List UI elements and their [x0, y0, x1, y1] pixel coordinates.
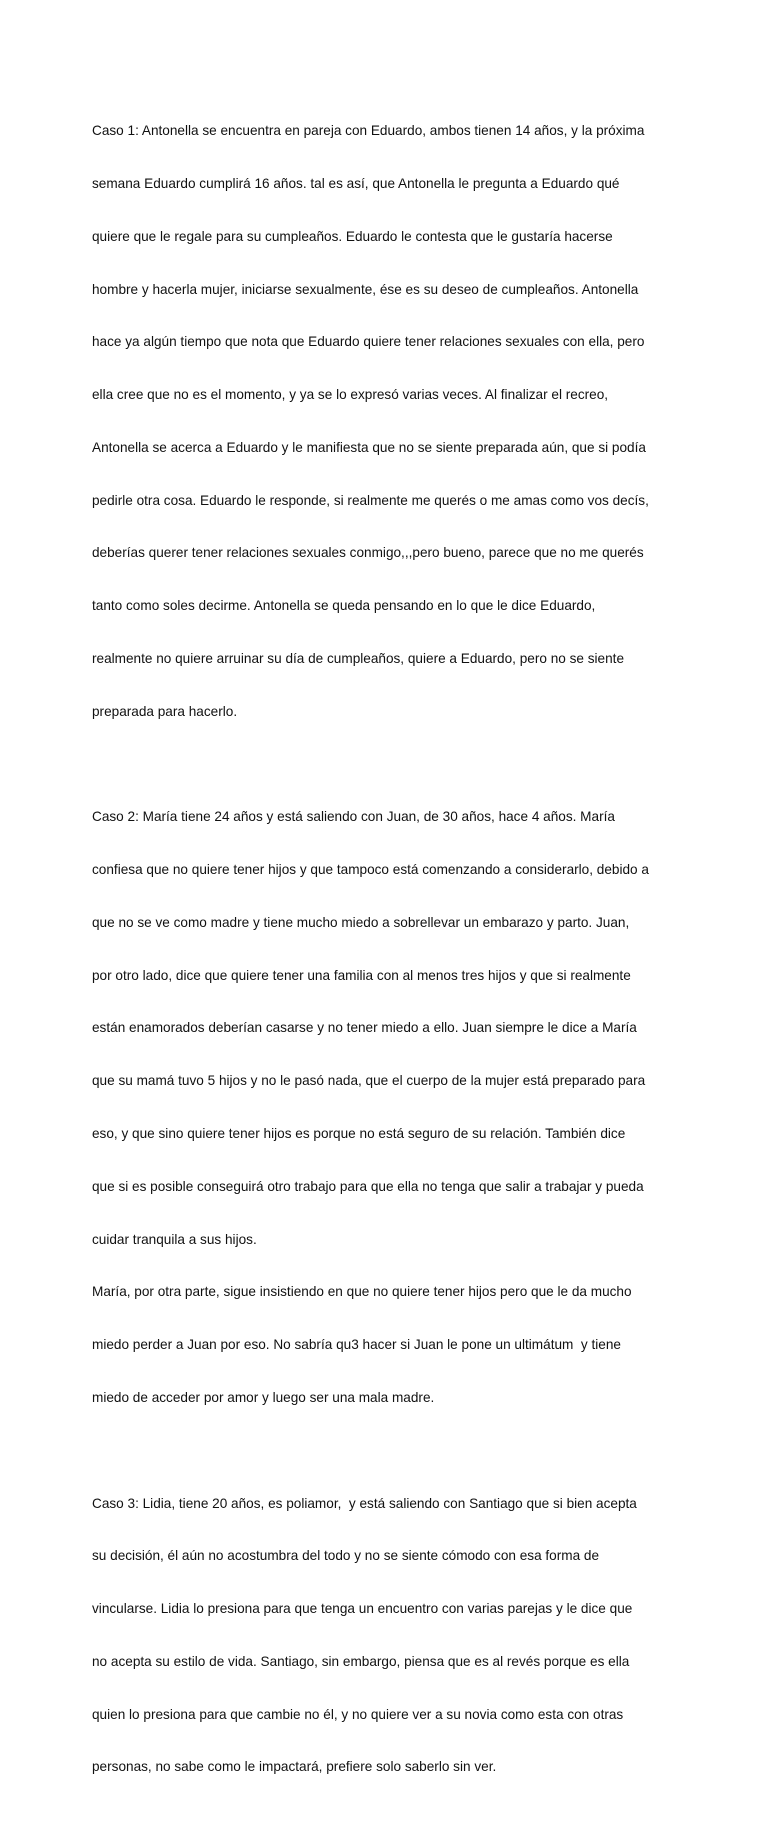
- text-line: que si es posible conseguirá otro trabajo para que ella no tenga que salir a trabajar y pueda: [92, 1178, 644, 1194]
- text-line: están enamorados deberían casarse y no tener miedo a ello. Juan siempre le dice a María: [92, 1020, 637, 1036]
- text-line: ella cree que no es el momento, y ya se lo expresó varias veces. Al finalizar el recreo,: [92, 387, 609, 403]
- text-line: Antonella se acerca a Eduardo y le manifiesta que no se siente preparada aún, que si podía: [92, 439, 646, 455]
- text-line: preparada para hacerlo.: [92, 703, 238, 719]
- text-line: Caso 1: Antonella se encuentra en pareja con Eduardo, ambos tienen 14 años, y la próxima: [92, 123, 645, 139]
- text-line: personas, no sabe como le impactará, prefiere solo saberlo sin ver.: [92, 1759, 497, 1775]
- text-line: confiesa que no quiere tener hijos y que tampoco está comenzando a considerarlo, debido a: [92, 862, 649, 878]
- text-line: Caso 3: Lidia, tiene 20 años, es poliamor, y está saliendo con Santiago que si bien acepta: [92, 1495, 637, 1511]
- text-line: hombre y hacerla mujer, iniciarse sexualmente, ése es su deseo de cumpleaños. Antonella: [92, 281, 639, 297]
- text-line: pedirle otra cosa. Eduardo le responde, si realmente me querés o me amas como vos decís,: [92, 492, 649, 508]
- text-line: semana Eduardo cumplirá 16 años. tal es así, que Antonella le pregunta a Eduardo qué: [92, 175, 620, 191]
- text-line: que no se ve como madre y tiene mucho miedo a sobrellevar un embarazo y parto. Juan,: [92, 914, 630, 930]
- paragraph-caso-3: [92, 1459, 688, 1811]
- text-line: María, por otra parte, sigue insistiendo en que no quiere tener hijos pero que le da mucho: [92, 1284, 632, 1300]
- text-line: que su mamá tuvo 5 hijos y no le pasó nada, que el cuerpo de la mujer está preparado para: [92, 1073, 646, 1089]
- text-line: hace ya algún tiempo que nota que Eduardo quiere tener relaciones sexuales con ella, pero: [92, 334, 645, 350]
- text-line: Caso 2: María tiene 24 años y está saliendo con Juan, de 30 años, hace 4 años. María: [92, 809, 615, 825]
- paragraph-caso-1: [92, 87, 688, 756]
- document-page: [92, 87, 688, 1829]
- text-line: quiere que le regale para su cumpleaños. Eduardo le contesta que le gustaría hacerse: [92, 228, 613, 244]
- text-line: cuidar tranquila a sus hijos.: [92, 1231, 257, 1247]
- text-line: eso, y que sino quiere tener hijos es porque no está seguro de su relación. También dice: [92, 1126, 626, 1142]
- text-line: realmente no quiere arruinar su día de cumpleaños, quiere a Eduardo, pero no se siente: [92, 651, 625, 666]
- text-line: no acepta su estilo de vida. Santiago, sin embargo, piensa que es al revés porque es ella: [92, 1653, 630, 1669]
- text-line: por otro lado, dice que quiere tener una familia con al menos tres hijos y que si realmente: [92, 967, 631, 983]
- text-line: miedo de acceder por amor y luego ser una mala madre.: [92, 1389, 435, 1405]
- text-line: miedo perder a Juan por eso. No sabría qu3 hacer si Juan le pone un ultimátum y tiene: [92, 1337, 621, 1353]
- text-line: vincularse. Lidia lo presiona para que tenga un encuentro con varias parejas y le dice que: [92, 1601, 633, 1617]
- text-line: quien lo presiona para que cambie no él, y no quiere ver a su novia como esta con otras: [92, 1706, 624, 1722]
- text-line: su decisión, él aún no acostumbra del todo y no se siente cómodo con esa forma de: [92, 1548, 600, 1564]
- paragraph-caso-2: [92, 773, 688, 1442]
- text-line: tanto como soles decirme. Antonella se queda pensando en lo que le dice Eduardo,: [92, 598, 596, 614]
- text-line: deberías querer tener relaciones sexuales conmigo,,,pero bueno, parece que no me querés: [92, 545, 644, 561]
